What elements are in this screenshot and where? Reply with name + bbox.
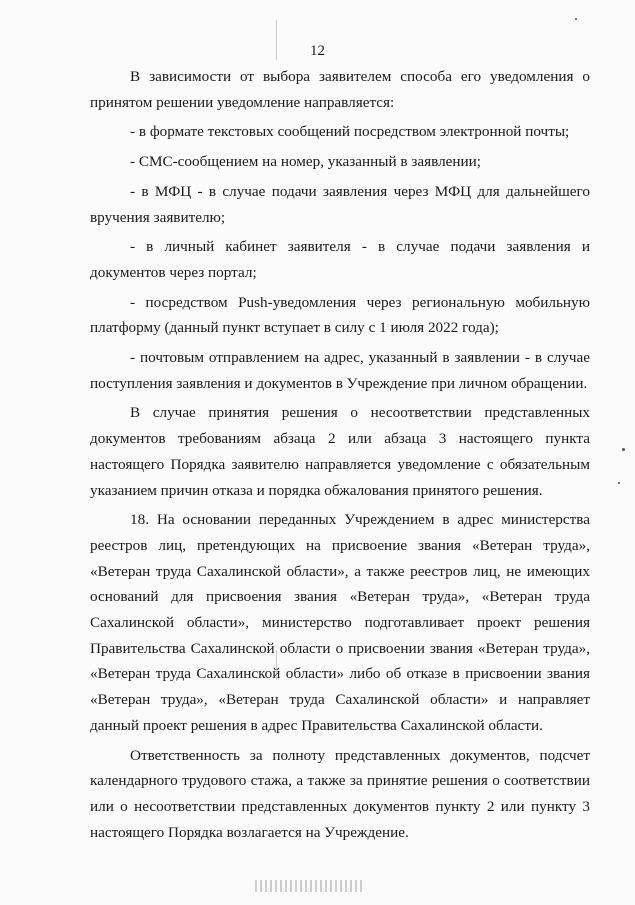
list-item-sms: - СМС-сообщением на номер, указанный в заявлении;	[130, 153, 482, 171]
list-item-email: - в формате текстовых сообщений посредством электронной почты;	[130, 123, 570, 141]
page-number: 12	[310, 43, 325, 59]
scan-artifact-stamp	[255, 880, 365, 892]
scan-speck	[575, 18, 577, 20]
scan-artifact-line	[276, 650, 277, 680]
list-item-push: - посредством Push-уведомления через региональную мобильную платформу (данный пункт вступает в силу с 1 июля 2022 года);	[90, 293, 590, 337]
scan-artifact-line	[276, 20, 277, 60]
list-item-post: - почтовым отправлением на адрес, указанный в заявлении - в случае поступления заявления и документов в Учреждение при личном обращении.	[90, 349, 590, 392]
document-body	[90, 64, 590, 845]
list-item-personal-account: - в личный кабинет заявителя - в случае подачи заявления и документов через портал;	[90, 238, 590, 281]
list-item-mfc: - в МФЦ - в случае подачи заявления через МФЦ для дальнейшего вручения заявителю;	[90, 182, 590, 226]
paragraph-item-18: 18. На основании переданных Учреждением в адрес министерства реестров лиц, претендующих на присвоение звания «Ветеран труда», «Ветеран труда Сахалинской области», а также реестров лиц, не имеющих оснований для присвоения звания «Ветеран труда», «Ветеран труда Сахалинской области», министерство подготавливает проект решения Правительства Сахалинской области о присвоении звания «Ветеран труда», «Ветеран труда Сахалинской области» либо об отказе в присвоении звания «Ветеран труда», «Ветеран труда Сахалинской области» и направляет данный проект решения в адрес Правительства Сахалинской области.	[90, 511, 590, 734]
paragraph-notification-intro: В зависимости от выбора заявителем способа его уведомления о принятом решении уведомление направляется:	[90, 68, 590, 111]
scan-speck	[618, 482, 620, 484]
scan-speck	[622, 448, 625, 451]
paragraph-responsibility: Ответственность за полноту представленных документов, подсчет календарного трудового стажа, а также за принятие решения о соответствии или о несоответствии представленных документов пункту 2 или пункту 3 настоящего Порядка возлагается на Учреждение.	[90, 746, 590, 841]
paragraph-refusal: В случае принятия решения о несоответствии представленных документов требованиям абзаца 2 или абзаца 3 настоящего пункта настоящего Порядка заявителю направляется уведомление с обязательным указанием причин отказа и порядка обжалования принятого решения.	[90, 404, 590, 499]
